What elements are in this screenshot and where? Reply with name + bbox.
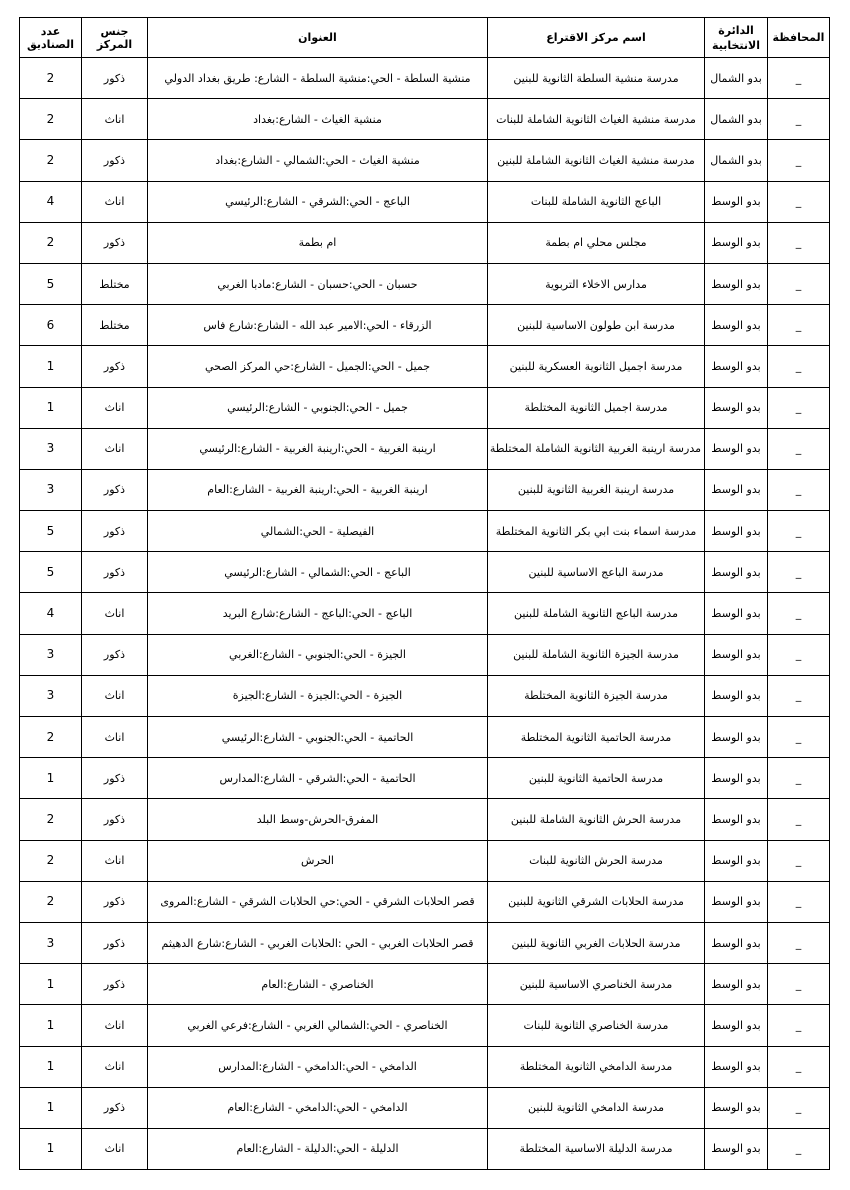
cell-governorate: _	[768, 593, 830, 634]
cell-center-gender: ذكور	[82, 964, 148, 1005]
cell-center-gender: اناث	[82, 675, 148, 716]
cell-governorate: _	[768, 634, 830, 675]
cell-address: منشية الغياث - الحي:الشمالي - الشارع:بغداد	[148, 140, 488, 181]
cell-center-name: مدرسة الحلابات الغربي الثانوية للبنين	[488, 922, 705, 963]
table-row	[20, 922, 830, 963]
cell-box-count: 5	[20, 511, 82, 552]
header-district: الدائرة الانتخابية	[705, 18, 768, 58]
cell-center-gender: اناث	[82, 840, 148, 881]
cell-address: ارينبة الغربية - الحي:ارينبة الغربية - الشارع:العام	[148, 469, 488, 510]
cell-center-name: مدرسة الخناصري الاساسية للبنين	[488, 964, 705, 1005]
cell-district: بدو الوسط	[705, 634, 768, 675]
cell-governorate: _	[768, 675, 830, 716]
header-governorate: المحافظة	[768, 18, 830, 58]
cell-address: الحاتمية - الحي:الشرقي - الشارع:المدارس	[148, 758, 488, 799]
cell-center-gender: اناث	[82, 428, 148, 469]
cell-address: الدامخي - الحي:الدامخي - الشارع:العام	[148, 1087, 488, 1128]
table-row	[20, 634, 830, 675]
cell-center-name: مدرسة الدليلة الاساسية المختلطة	[488, 1128, 705, 1169]
cell-center-name: مدرسة الجيزة الثانوية الشاملة للبنين	[488, 634, 705, 675]
cell-governorate: _	[768, 799, 830, 840]
cell-district: بدو الوسط	[705, 1005, 768, 1046]
cell-district: بدو الوسط	[705, 799, 768, 840]
cell-governorate: _	[768, 1128, 830, 1169]
cell-governorate: _	[768, 263, 830, 304]
table-row	[20, 305, 830, 346]
cell-address: منشية الغياث - الشارع:بغداد	[148, 99, 488, 140]
cell-center-gender: ذكور	[82, 758, 148, 799]
cell-address: الحاتمية - الحي:الجنوبي - الشارع:الرئيسي	[148, 717, 488, 758]
cell-district: بدو الوسط	[705, 922, 768, 963]
cell-district: بدو الوسط	[705, 387, 768, 428]
cell-center-name: مدرسة الباعج الثانوية الشاملة للبنين	[488, 593, 705, 634]
table-row	[20, 99, 830, 140]
table-row	[20, 1005, 830, 1046]
cell-center-gender: ذكور	[82, 1087, 148, 1128]
cell-district: بدو الشمال	[705, 99, 768, 140]
cell-center-gender: اناث	[82, 1005, 148, 1046]
cell-box-count: 3	[20, 634, 82, 675]
cell-address: حسبان - الحي:حسبان - الشارع:مادبا الغربي	[148, 263, 488, 304]
cell-box-count: 2	[20, 717, 82, 758]
cell-district: بدو الوسط	[705, 428, 768, 469]
cell-address: الجيزة - الحي:الجيزة - الشارع:الجيزة	[148, 675, 488, 716]
cell-address: الخناصري - الحي:الشمالي الغربي - الشارع:فرعي الغربي	[148, 1005, 488, 1046]
cell-district: بدو الوسط	[705, 1046, 768, 1087]
cell-box-count: 3	[20, 922, 82, 963]
header-center-gender: جنس المركز	[82, 18, 148, 58]
cell-box-count: 1	[20, 758, 82, 799]
cell-governorate: _	[768, 552, 830, 593]
cell-center-name: مدرسة الحرش الثانوية للبنات	[488, 840, 705, 881]
cell-center-name: مدرسة الباعج الاساسية للبنين	[488, 552, 705, 593]
cell-center-name: مدرسة الخناصري الثانوية للبنات	[488, 1005, 705, 1046]
cell-box-count: 2	[20, 881, 82, 922]
cell-center-name: مدرسة الجيزة الثانوية المختلطة	[488, 675, 705, 716]
cell-center-gender: اناث	[82, 181, 148, 222]
cell-center-name: مدرسة الحلابات الشرقي الثانوية للبنين	[488, 881, 705, 922]
cell-address: جميل - الحي:الجنوبي - الشارع:الرئيسي	[148, 387, 488, 428]
cell-box-count: 2	[20, 140, 82, 181]
cell-district: بدو الشمال	[705, 58, 768, 99]
cell-address: قصر الحلابات الغربي - الحي :الحلابات الغربي - الشارع:شارع الدهيثم	[148, 922, 488, 963]
table-row	[20, 799, 830, 840]
cell-address: الزرقاء - الحي:الامير عبد الله - الشارع:شارع فاس	[148, 305, 488, 346]
cell-center-name: مدرسة اسماء بنت ابي بكر الثانوية المختلطة	[488, 511, 705, 552]
cell-district: بدو الوسط	[705, 305, 768, 346]
cell-center-name: مدرسة اجميل الثانوية العسكرية للبنين	[488, 346, 705, 387]
cell-district: بدو الوسط	[705, 964, 768, 1005]
cell-governorate: _	[768, 99, 830, 140]
cell-address: الحرش	[148, 840, 488, 881]
table-row	[20, 1046, 830, 1087]
cell-governorate: _	[768, 922, 830, 963]
cell-district: بدو الوسط	[705, 1087, 768, 1128]
cell-box-count: 3	[20, 428, 82, 469]
cell-address: الباعج - الحي:الشرقي - الشارع:الرئيسي	[148, 181, 488, 222]
polling-centers-table	[19, 17, 830, 1170]
cell-address: الخناصري - الشارع:العام	[148, 964, 488, 1005]
cell-box-count: 5	[20, 552, 82, 593]
cell-box-count: 2	[20, 58, 82, 99]
cell-center-gender: اناث	[82, 593, 148, 634]
cell-center-name: مجلس محلي ام بطمة	[488, 222, 705, 263]
cell-center-gender: ذكور	[82, 469, 148, 510]
cell-address: منشية السلطة - الحي:منشية السلطة - الشارع: طريق بغداد الدولي	[148, 58, 488, 99]
cell-address: الجيزة - الحي:الجنوبي - الشارع:الغربي	[148, 634, 488, 675]
table-row	[20, 222, 830, 263]
cell-center-name: مدرسة اجميل الثانوية المختلطة	[488, 387, 705, 428]
cell-district: بدو الوسط	[705, 717, 768, 758]
cell-address: الباعج - الحي:الشمالي - الشارع:الرئيسي	[148, 552, 488, 593]
cell-center-name: مدرسة ارينبة الغربية الثانوية الشاملة المختلطة	[488, 428, 705, 469]
table-row	[20, 263, 830, 304]
cell-center-gender: اناث	[82, 1046, 148, 1087]
cell-governorate: _	[768, 305, 830, 346]
cell-center-gender: مختلط	[82, 263, 148, 304]
cell-box-count: 4	[20, 593, 82, 634]
cell-box-count: 1	[20, 964, 82, 1005]
cell-district: بدو الوسط	[705, 181, 768, 222]
header-row	[20, 18, 830, 58]
cell-district: بدو الوسط	[705, 222, 768, 263]
cell-box-count: 1	[20, 387, 82, 428]
cell-box-count: 2	[20, 222, 82, 263]
cell-center-name: مدرسة الحرش الثانوية الشاملة للبنين	[488, 799, 705, 840]
cell-box-count: 2	[20, 799, 82, 840]
table-row	[20, 58, 830, 99]
cell-district: بدو الوسط	[705, 881, 768, 922]
cell-address: الدامخي - الحي:الدامخي - الشارع:المدارس	[148, 1046, 488, 1087]
table-row	[20, 840, 830, 881]
cell-governorate: _	[768, 1087, 830, 1128]
header-box-count: عدد الصناديق	[20, 18, 82, 58]
table-row	[20, 964, 830, 1005]
cell-address: المفرق-الحرش-وسط البلد	[148, 799, 488, 840]
table-body	[20, 58, 830, 1170]
cell-district: بدو الوسط	[705, 593, 768, 634]
cell-center-name: مدرسة الدامخي الثانوية المختلطة	[488, 1046, 705, 1087]
table-row	[20, 552, 830, 593]
cell-governorate: _	[768, 140, 830, 181]
cell-box-count: 1	[20, 1128, 82, 1169]
cell-box-count: 4	[20, 181, 82, 222]
table-row	[20, 469, 830, 510]
cell-district: بدو الوسط	[705, 511, 768, 552]
cell-district: بدو الوسط	[705, 675, 768, 716]
cell-address: ام بطمة	[148, 222, 488, 263]
cell-center-gender: ذكور	[82, 922, 148, 963]
cell-governorate: _	[768, 1005, 830, 1046]
cell-box-count: 3	[20, 675, 82, 716]
cell-address: الدليلة - الحي:الدليلة - الشارع:العام	[148, 1128, 488, 1169]
cell-district: بدو الوسط	[705, 552, 768, 593]
table-row	[20, 1087, 830, 1128]
cell-center-gender: اناث	[82, 99, 148, 140]
cell-district: بدو الوسط	[705, 1128, 768, 1169]
cell-center-gender: اناث	[82, 1128, 148, 1169]
cell-district: بدو الوسط	[705, 840, 768, 881]
cell-address: الفيصلية - الحي:الشمالي	[148, 511, 488, 552]
cell-center-name: مدرسة منشية السلطة الثانوية للبنين	[488, 58, 705, 99]
table-row	[20, 428, 830, 469]
table-row	[20, 593, 830, 634]
cell-governorate: _	[768, 511, 830, 552]
cell-district: بدو الشمال	[705, 140, 768, 181]
cell-box-count: 1	[20, 346, 82, 387]
cell-governorate: _	[768, 428, 830, 469]
cell-governorate: _	[768, 222, 830, 263]
cell-governorate: _	[768, 387, 830, 428]
cell-box-count: 2	[20, 99, 82, 140]
table-row	[20, 387, 830, 428]
cell-center-gender: ذكور	[82, 634, 148, 675]
cell-center-name: الباعج الثانوية الشاملة للبنات	[488, 181, 705, 222]
cell-box-count: 1	[20, 1087, 82, 1128]
cell-box-count: 6	[20, 305, 82, 346]
cell-governorate: _	[768, 181, 830, 222]
cell-governorate: _	[768, 469, 830, 510]
table-row	[20, 675, 830, 716]
cell-box-count: 3	[20, 469, 82, 510]
table-row	[20, 346, 830, 387]
cell-center-name: مدرسة الحاتمية الثانوية المختلطة	[488, 717, 705, 758]
cell-address: قصر الحلابات الشرقي - الحي:حي الحلابات الشرقي - الشارع:المروى	[148, 881, 488, 922]
table-row	[20, 140, 830, 181]
cell-district: بدو الوسط	[705, 263, 768, 304]
cell-district: بدو الوسط	[705, 346, 768, 387]
table-row	[20, 881, 830, 922]
cell-governorate: _	[768, 840, 830, 881]
cell-center-name: مدرسة الدامخي الثانوية للبنين	[488, 1087, 705, 1128]
cell-governorate: _	[768, 964, 830, 1005]
table-header	[20, 18, 830, 58]
cell-center-gender: اناث	[82, 717, 148, 758]
cell-address: الباعج - الحي:الباعج - الشارع:شارع البريد	[148, 593, 488, 634]
table-row	[20, 758, 830, 799]
cell-governorate: _	[768, 758, 830, 799]
table-row	[20, 1128, 830, 1169]
cell-center-gender: ذكور	[82, 799, 148, 840]
cell-center-name: مدرسة الحاتمية الثانوية للبنين	[488, 758, 705, 799]
table-row	[20, 181, 830, 222]
cell-center-gender: ذكور	[82, 222, 148, 263]
cell-center-gender: مختلط	[82, 305, 148, 346]
cell-center-name: مدرسة منشية الغياث الثانوية الشاملة للبنين	[488, 140, 705, 181]
table-row	[20, 511, 830, 552]
cell-center-gender: ذكور	[82, 552, 148, 593]
cell-center-gender: ذكور	[82, 58, 148, 99]
cell-governorate: _	[768, 58, 830, 99]
cell-center-gender: ذكور	[82, 346, 148, 387]
cell-center-gender: ذكور	[82, 511, 148, 552]
cell-center-gender: ذكور	[82, 881, 148, 922]
cell-box-count: 5	[20, 263, 82, 304]
cell-governorate: _	[768, 346, 830, 387]
cell-governorate: _	[768, 881, 830, 922]
cell-district: بدو الوسط	[705, 469, 768, 510]
table-row	[20, 717, 830, 758]
cell-center-name: مدارس الاخلاء التربوية	[488, 263, 705, 304]
cell-district: بدو الوسط	[705, 758, 768, 799]
cell-box-count: 1	[20, 1046, 82, 1087]
cell-center-name: مدرسة منشية الغياث الثانوية الشاملة للبنات	[488, 99, 705, 140]
cell-governorate: _	[768, 1046, 830, 1087]
cell-box-count: 1	[20, 1005, 82, 1046]
cell-box-count: 2	[20, 840, 82, 881]
header-address: العنوان	[148, 18, 488, 58]
cell-address: جميل - الحي:الجميل - الشارع:حي المركز الصحي	[148, 346, 488, 387]
header-center-name: اسم مركز الاقتراع	[488, 18, 705, 58]
cell-center-gender: اناث	[82, 387, 148, 428]
cell-address: ارينبة الغربية - الحي:ارينبة الغربية - الشارع:الرئيسي	[148, 428, 488, 469]
cell-center-gender: ذكور	[82, 140, 148, 181]
cell-governorate: _	[768, 717, 830, 758]
cell-center-name: مدرسة ابن طولون الاساسية للبنين	[488, 305, 705, 346]
cell-center-name: مدرسة ارينبة الغربية الثانوية للبنين	[488, 469, 705, 510]
